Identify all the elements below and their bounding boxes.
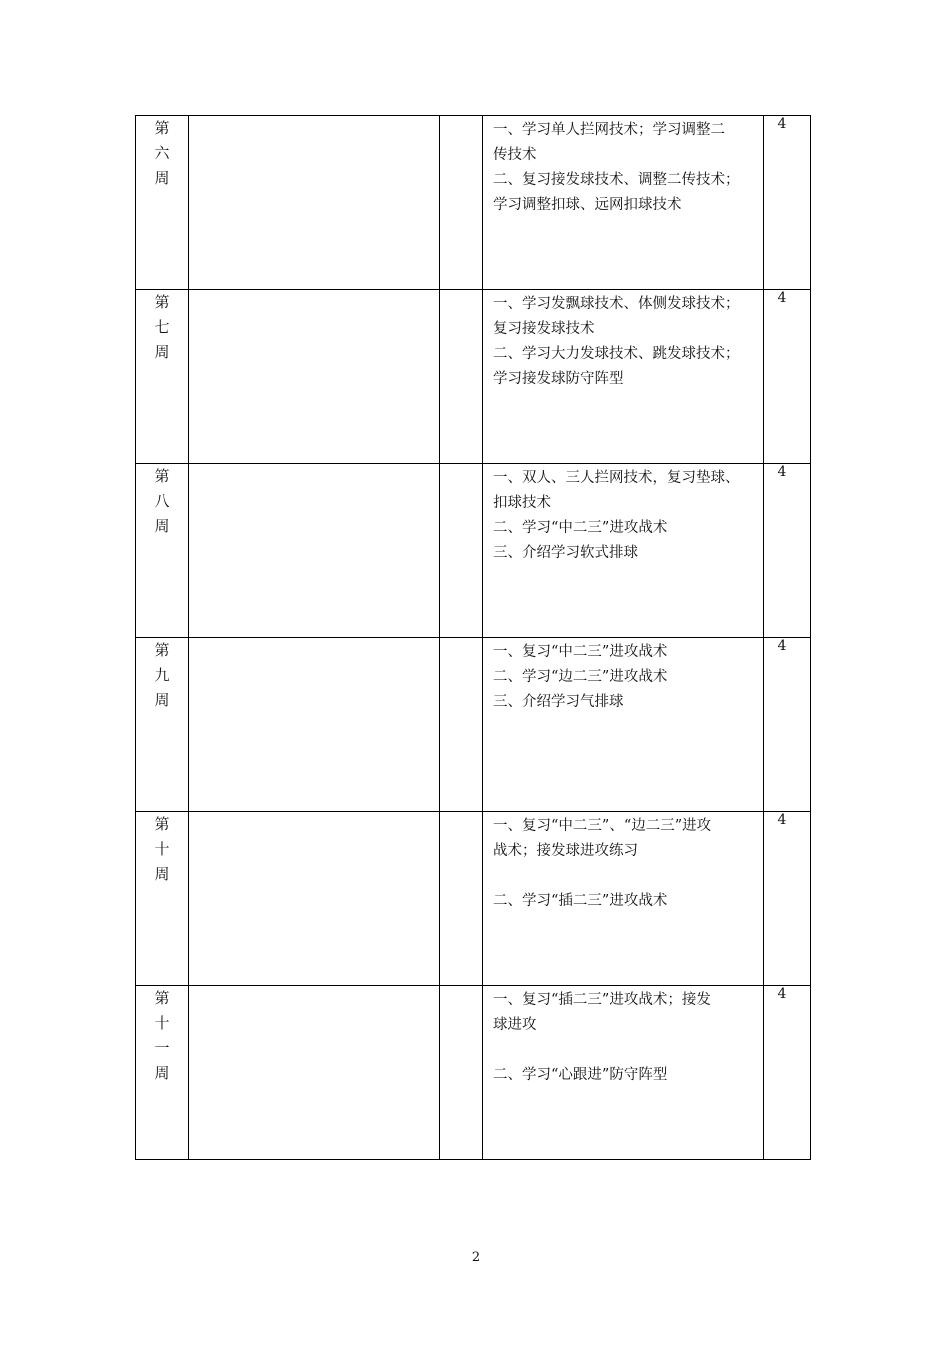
schedule-table	[135, 115, 811, 1160]
week-char: 第	[154, 641, 170, 659]
table-row	[136, 464, 811, 638]
empty-cell	[189, 986, 440, 1160]
week-char: 十	[154, 1014, 170, 1032]
week-cell	[136, 116, 189, 290]
content-line: 二、学习大力发球技术、跳发球技术；	[493, 346, 740, 362]
empty-cell	[189, 116, 440, 290]
week-cell	[136, 986, 189, 1160]
week-char: 第	[154, 815, 170, 833]
hours-cell: 4	[764, 290, 811, 464]
week-char: 周	[154, 1064, 170, 1082]
content-line: 三、介绍学习软式排球	[493, 545, 638, 561]
content-line: 复习接发球技术	[493, 321, 595, 337]
content-line: 一、复习“中二三”、“边二三”进攻	[493, 818, 712, 834]
empty-cell	[440, 290, 483, 464]
empty-cell	[189, 812, 440, 986]
content-cell	[483, 986, 764, 1160]
table-row	[136, 638, 811, 812]
week-label	[154, 812, 169, 887]
empty-cell	[189, 290, 440, 464]
content-line: 传技术	[493, 147, 537, 163]
table-row	[136, 116, 811, 290]
week-cell	[136, 464, 189, 638]
content-cell	[483, 290, 764, 464]
empty-cell	[189, 464, 440, 638]
week-char: 第	[154, 467, 170, 485]
content-cell	[483, 116, 764, 290]
page-number: 2	[471, 1250, 481, 1265]
content-line: 二、复习接发球技术、调整二传技术；	[493, 172, 740, 188]
empty-cell	[440, 638, 483, 812]
content-line: 扣球技术	[493, 495, 551, 511]
week-char: 周	[154, 865, 170, 883]
week-label	[154, 116, 169, 191]
week-char: 周	[154, 691, 170, 709]
hours-cell: 4	[764, 464, 811, 638]
content-line: 战术；接发球进攻练习	[493, 843, 638, 859]
week-label	[154, 986, 169, 1086]
week-label	[154, 290, 169, 365]
content-line: 一、学习单人拦网技术；学习调整二	[493, 122, 725, 138]
content-line: 学习接发球防守阵型	[493, 371, 624, 387]
schedule-body	[136, 116, 811, 1160]
table-row	[136, 986, 811, 1160]
hours-cell: 4	[764, 812, 811, 986]
week-char: 周	[154, 517, 170, 535]
week-char: 第	[154, 989, 170, 1007]
week-char: 周	[154, 169, 170, 187]
week-cell	[136, 812, 189, 986]
content-line: 一、复习“中二三”进攻战术	[493, 644, 668, 660]
week-char: 八	[154, 492, 170, 510]
content-line: 二、学习“中二三”进攻战术	[493, 520, 668, 536]
week-char: 第	[154, 293, 170, 311]
week-char: 六	[154, 144, 170, 162]
empty-cell	[440, 464, 483, 638]
content-line: 二、学习“边二三”进攻战术	[493, 669, 668, 685]
week-char: 周	[154, 343, 170, 361]
content-line	[493, 864, 759, 889]
empty-cell	[440, 116, 483, 290]
content-line: 一、双人、三人拦网技术，复习垫球、	[493, 470, 740, 486]
table-row	[136, 290, 811, 464]
content-cell	[483, 638, 764, 812]
content-cell	[483, 812, 764, 986]
content-cell	[483, 464, 764, 638]
week-char: 第	[154, 119, 170, 137]
empty-cell	[189, 638, 440, 812]
week-label	[154, 638, 169, 713]
table-row	[136, 812, 811, 986]
empty-cell	[440, 986, 483, 1160]
content-line: 二、学习“心跟进”防守阵型	[493, 1067, 668, 1083]
content-line: 一、学习发飘球技术、体侧发球技术；	[493, 296, 740, 312]
week-cell	[136, 638, 189, 812]
content-line: 二、学习“插二三”进攻战术	[493, 893, 668, 909]
week-char: 一	[154, 1039, 170, 1057]
content-line: 三、介绍学习气排球	[493, 694, 624, 710]
week-char: 七	[154, 318, 170, 336]
week-label	[154, 464, 169, 539]
content-line: 球进攻	[493, 1017, 537, 1033]
hours-cell: 4	[764, 638, 811, 812]
hours-cell: 4	[764, 986, 811, 1160]
content-line: 学习调整扣球、远网扣球技术	[493, 197, 682, 213]
week-cell	[136, 290, 189, 464]
empty-cell	[440, 812, 483, 986]
content-line: 一、复习“插二三”进攻战术；接发	[493, 992, 711, 1008]
week-char: 十	[154, 840, 170, 858]
content-line	[493, 1038, 759, 1063]
hours-cell: 4	[764, 116, 811, 290]
week-char: 九	[154, 666, 170, 684]
